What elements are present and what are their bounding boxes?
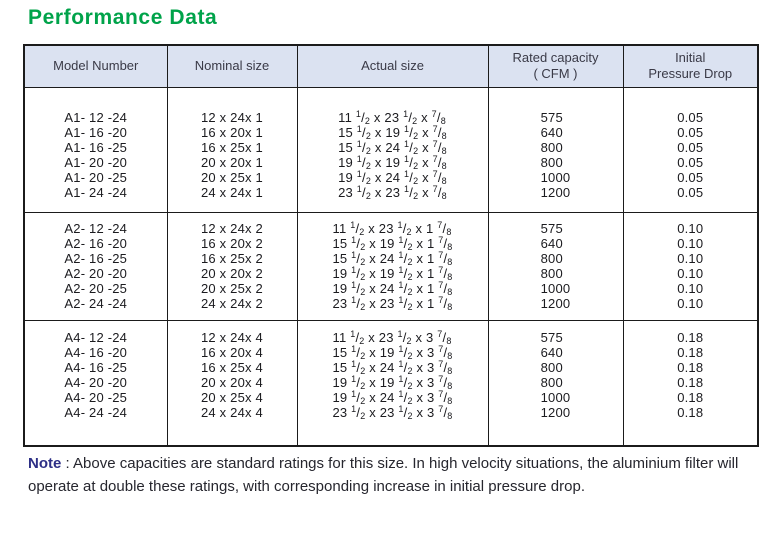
actual-size-value: 11 $^1/_2$ x 23 $^1/_2$ x $^7/_8$ <box>338 109 446 126</box>
fraction: $^1/_2$ <box>356 154 372 171</box>
fraction: $^1/_2$ <box>351 235 366 252</box>
fraction: $^7/_8$ <box>438 359 453 376</box>
header-label: Rated capacity <box>512 50 599 66</box>
nominal-size-value: 16 x 20x 2 <box>201 235 263 251</box>
fraction: $^1/_2$ <box>404 154 419 171</box>
pressure-drop-value: 0.10 <box>677 220 704 236</box>
col-header-pressure-drop <box>623 45 758 87</box>
fraction: $^1/_2$ <box>351 280 366 297</box>
actual-size-value: 19 $^1/_2$ x 24 $^1/_2$ x $^7/_8$ <box>338 169 447 186</box>
header-sublabel: ( CFM ) <box>533 66 578 82</box>
group-row <box>24 87 758 212</box>
model-number-value: A1- 12 -24 <box>64 109 128 125</box>
fraction: $^7/_8$ <box>438 250 453 267</box>
pressure-column-block <box>677 330 703 420</box>
nominal-size-value: 12 x 24x 2 <box>201 220 263 236</box>
model-number-value: A1- 20 -25 <box>64 169 128 185</box>
actual-size-value: 15 $^1/_2$ x 19 $^1/_2$ x 1 $^7/_8$ <box>332 235 453 252</box>
header-label: Actual size <box>361 58 424 74</box>
pressure-drop-value: 0.18 <box>677 374 704 390</box>
pressure-drop-value: 0.05 <box>677 109 704 125</box>
fraction: $^1/_2$ <box>351 374 366 391</box>
pressure-drop-value: 0.05 <box>677 184 704 200</box>
actual-column-block <box>333 221 453 311</box>
rated-capacity-value: 640 <box>540 235 563 251</box>
model-number-value: A4- 20 -25 <box>64 389 128 405</box>
fraction: $^1/_2$ <box>398 374 413 391</box>
actual-size-value: 19 $^1/_2$ x 19 $^1/_2$ x $^7/_8$ <box>338 154 447 171</box>
actual-size-value: 19 $^1/_2$ x 24 $^1/_2$ x 1 $^7/_8$ <box>332 280 453 297</box>
fraction: $^1/_2$ <box>398 265 413 282</box>
fraction: $^1/_2$ <box>356 169 372 186</box>
model-number-value: A4- 16 -20 <box>64 344 128 360</box>
pressure-drop-value: 0.05 <box>677 154 704 170</box>
fraction: $^1/_2$ <box>356 184 372 201</box>
actual-cell <box>297 320 488 446</box>
pressure-column-block <box>677 221 703 311</box>
rated-capacity-value: 800 <box>540 139 563 155</box>
fraction: $^7/_8$ <box>438 265 453 282</box>
fraction: $^7/_8$ <box>438 235 453 252</box>
fraction: $^1/_2$ <box>356 124 372 141</box>
fraction: $^1/_2$ <box>404 124 419 141</box>
actual-size-value: 23 $^1/_2$ x 23 $^1/_2$ x $^7/_8$ <box>338 184 447 201</box>
nominal-size-value: 20 x 20x 4 <box>201 374 263 390</box>
model-column-block <box>64 221 127 311</box>
note <box>28 452 740 498</box>
fraction: $^7/_8$ <box>437 329 452 346</box>
pressure-cell <box>623 320 758 446</box>
nominal-size-value: 20 x 25x 2 <box>201 280 263 296</box>
pressure-cell <box>623 212 758 320</box>
performance-table <box>23 44 759 447</box>
page-title: Performance Data <box>28 6 218 29</box>
nominal-size-value: 16 x 25x 1 <box>201 139 263 155</box>
rated-capacity-value: 800 <box>540 265 563 281</box>
actual-column-block <box>333 330 453 420</box>
fraction: $^1/_2$ <box>356 139 372 156</box>
nominal-cell <box>167 87 297 212</box>
fraction: $^7/_8$ <box>438 344 453 361</box>
rated-capacity-value: 640 <box>540 124 563 140</box>
fraction: $^1/_2$ <box>355 109 371 126</box>
nominal-cell <box>167 212 297 320</box>
pressure-drop-value: 0.18 <box>677 329 704 345</box>
fraction: $^1/_2$ <box>397 220 412 237</box>
group-row <box>24 320 758 446</box>
header-label: Initial <box>675 50 706 66</box>
pressure-drop-value: 0.18 <box>677 344 704 360</box>
rated-capacity-value: 575 <box>540 220 563 236</box>
rated-capacity-value: 1200 <box>540 404 571 420</box>
pressure-drop-value: 0.05 <box>677 169 704 185</box>
actual-size-value: 15 $^1/_2$ x 24 $^1/_2$ x $^7/_8$ <box>338 139 447 156</box>
rated-capacity-value: 800 <box>540 374 563 390</box>
model-number-value: A1- 16 -20 <box>64 124 128 140</box>
fraction: $^7/_8$ <box>432 154 447 171</box>
fraction: $^7/_8$ <box>432 184 447 201</box>
actual-size-value: 19 $^1/_2$ x 19 $^1/_2$ x 1 $^7/_8$ <box>332 265 453 282</box>
rated-capacity-value: 640 <box>540 344 563 360</box>
group-row <box>24 212 758 320</box>
fraction: $^1/_2$ <box>350 220 365 237</box>
note-label: Note <box>28 455 62 472</box>
nominal-size-value: 20 x 25x 1 <box>201 169 263 185</box>
fraction: $^1/_2$ <box>398 295 413 312</box>
capacity-column-block <box>541 221 571 311</box>
model-number-value: A1- 24 -24 <box>64 184 128 200</box>
fraction: $^1/_2$ <box>351 295 366 312</box>
capacity-cell <box>488 87 623 212</box>
nominal-column-block <box>201 221 263 311</box>
actual-size-value: 15 $^1/_2$ x 19 $^1/_2$ x $^7/_8$ <box>338 124 447 141</box>
row-group-2 <box>24 212 758 320</box>
model-number-value: A2- 20 -25 <box>64 280 128 296</box>
rated-capacity-value: 1200 <box>540 295 571 311</box>
nominal-size-value: 12 x 24x 1 <box>201 109 263 125</box>
rated-capacity-value: 800 <box>540 359 563 375</box>
pressure-drop-value: 0.10 <box>677 250 704 266</box>
actual-size-value: 11 $^1/_2$ x 23 $^1/_2$ x 1 $^7/_8$ <box>332 220 452 237</box>
actual-size-value: 11 $^1/_2$ x 23 $^1/_2$ x 3 $^7/_8$ <box>332 329 452 346</box>
note-separator: : <box>61 455 74 472</box>
col-header-rated-capacity <box>488 45 623 87</box>
note-body: Above capacities are standard ratings for this size. In high velocity situations, the aluminium filter will operate at double these ratings, with corresponding increase in initial pressure drop. <box>28 455 739 495</box>
fraction: $^7/_8$ <box>437 220 452 237</box>
pressure-column-block <box>677 110 703 200</box>
nominal-size-value: 16 x 20x 1 <box>201 124 263 140</box>
pressure-drop-value: 0.05 <box>677 124 704 140</box>
nominal-size-value: 16 x 20x 4 <box>201 344 263 360</box>
nominal-size-value: 16 x 25x 4 <box>201 359 263 375</box>
fraction: $^7/_8$ <box>432 139 447 156</box>
model-cell <box>24 320 167 446</box>
capacity-cell <box>488 320 623 446</box>
fraction: $^7/_8$ <box>432 124 447 141</box>
nominal-size-value: 20 x 20x 2 <box>201 265 263 281</box>
header-row <box>24 45 758 87</box>
row-group-1 <box>24 87 758 212</box>
col-header-model-number <box>24 45 167 87</box>
fraction: $^1/_2$ <box>398 344 413 361</box>
model-number-value: A4- 24 -24 <box>64 404 128 420</box>
actual-column-block <box>338 110 447 200</box>
col-header-nominal-size <box>167 45 297 87</box>
rated-capacity-value: 800 <box>540 154 563 170</box>
fraction: $^1/_2$ <box>351 265 366 282</box>
fraction: $^1/_2$ <box>404 184 419 201</box>
fraction: $^7/_8$ <box>431 109 446 126</box>
rated-capacity-value: 800 <box>540 250 563 266</box>
fraction: $^7/_8$ <box>432 169 447 186</box>
actual-size-value: 19 $^1/_2$ x 19 $^1/_2$ x 3 $^7/_8$ <box>332 374 453 391</box>
fraction: $^7/_8$ <box>438 404 453 421</box>
capacity-cell <box>488 212 623 320</box>
model-number-value: A2- 16 -25 <box>64 250 128 266</box>
model-number-value: A2- 16 -20 <box>64 235 128 251</box>
fraction: $^1/_2$ <box>398 389 413 406</box>
pressure-drop-value: 0.10 <box>677 280 704 296</box>
actual-size-value: 19 $^1/_2$ x 24 $^1/_2$ x 3 $^7/_8$ <box>332 389 453 406</box>
model-cell <box>24 87 167 212</box>
actual-size-value: 15 $^1/_2$ x 24 $^1/_2$ x 1 $^7/_8$ <box>332 250 453 267</box>
model-column-block <box>64 330 127 420</box>
nominal-column-block <box>201 110 263 200</box>
row-group-3 <box>24 320 758 446</box>
fraction: $^1/_2$ <box>404 169 419 186</box>
model-number-value: A1- 16 -25 <box>64 139 128 155</box>
fraction: $^7/_8$ <box>438 295 453 312</box>
model-column-block <box>64 110 127 200</box>
fraction: $^1/_2$ <box>351 344 366 361</box>
rated-capacity-value: 1000 <box>540 389 571 405</box>
fraction: $^1/_2$ <box>351 359 366 376</box>
table-head <box>24 45 758 87</box>
pressure-drop-value: 0.10 <box>677 265 704 281</box>
nominal-column-block <box>201 330 263 420</box>
pressure-drop-value: 0.18 <box>677 389 704 405</box>
model-number-value: A4- 16 -25 <box>64 359 128 375</box>
fraction: $^1/_2$ <box>350 329 365 346</box>
rated-capacity-value: 1000 <box>540 169 571 185</box>
rated-capacity-value: 575 <box>540 109 563 125</box>
nominal-size-value: 12 x 24x 4 <box>201 329 263 345</box>
actual-size-value: 23 $^1/_2$ x 23 $^1/_2$ x 3 $^7/_8$ <box>332 404 453 421</box>
header-sublabel: Pressure Drop <box>648 66 733 82</box>
actual-cell <box>297 87 488 212</box>
nominal-size-value: 24 x 24x 1 <box>201 184 263 200</box>
nominal-size-value: 20 x 25x 4 <box>201 389 263 405</box>
capacity-column-block <box>541 330 571 420</box>
pressure-drop-value: 0.18 <box>677 359 704 375</box>
nominal-cell <box>167 320 297 446</box>
nominal-size-value: 16 x 25x 2 <box>201 250 263 266</box>
nominal-size-value: 20 x 20x 1 <box>201 154 263 170</box>
model-number-value: A4- 12 -24 <box>64 329 128 345</box>
model-number-value: A2- 12 -24 <box>64 220 128 236</box>
pressure-drop-value: 0.18 <box>677 404 704 420</box>
nominal-size-value: 24 x 24x 2 <box>201 295 263 311</box>
rated-capacity-value: 575 <box>540 329 563 345</box>
fraction: $^1/_2$ <box>351 404 366 421</box>
actual-size-value: 15 $^1/_2$ x 19 $^1/_2$ x 3 $^7/_8$ <box>332 344 453 361</box>
fraction: $^1/_2$ <box>351 250 366 267</box>
fraction: $^1/_2$ <box>404 139 419 156</box>
fraction: $^1/_2$ <box>398 250 413 267</box>
fraction: $^1/_2$ <box>403 109 418 126</box>
model-number-value: A2- 24 -24 <box>64 295 128 311</box>
rated-capacity-value: 1000 <box>540 280 571 296</box>
fraction: $^7/_8$ <box>438 280 453 297</box>
actual-cell <box>297 212 488 320</box>
pressure-drop-value: 0.10 <box>677 235 704 251</box>
fraction: $^1/_2$ <box>398 280 413 297</box>
fraction: $^1/_2$ <box>398 235 413 252</box>
model-number-value: A4- 20 -20 <box>64 374 128 390</box>
fraction: $^7/_8$ <box>438 374 453 391</box>
capacity-column-block <box>541 110 571 200</box>
actual-size-value: 15 $^1/_2$ x 24 $^1/_2$ x 3 $^7/_8$ <box>332 359 453 376</box>
fraction: $^1/_2$ <box>397 329 412 346</box>
pressure-cell <box>623 87 758 212</box>
fraction: $^1/_2$ <box>398 404 413 421</box>
col-header-actual-size <box>297 45 488 87</box>
header-label: Nominal size <box>194 58 270 74</box>
model-cell <box>24 212 167 320</box>
nominal-size-value: 24 x 24x 4 <box>201 404 263 420</box>
fraction: $^1/_2$ <box>398 359 413 376</box>
actual-size-value: 23 $^1/_2$ x 23 $^1/_2$ x 1 $^7/_8$ <box>332 295 453 312</box>
pressure-drop-value: 0.05 <box>677 139 704 155</box>
model-number-value: A1- 20 -20 <box>64 154 128 170</box>
pressure-drop-value: 0.10 <box>677 295 704 311</box>
fraction: $^7/_8$ <box>438 389 453 406</box>
model-number-value: A2- 20 -20 <box>64 265 128 281</box>
header-label: Model Number <box>53 58 139 74</box>
rated-capacity-value: 1200 <box>540 184 571 200</box>
fraction: $^1/_2$ <box>351 389 366 406</box>
